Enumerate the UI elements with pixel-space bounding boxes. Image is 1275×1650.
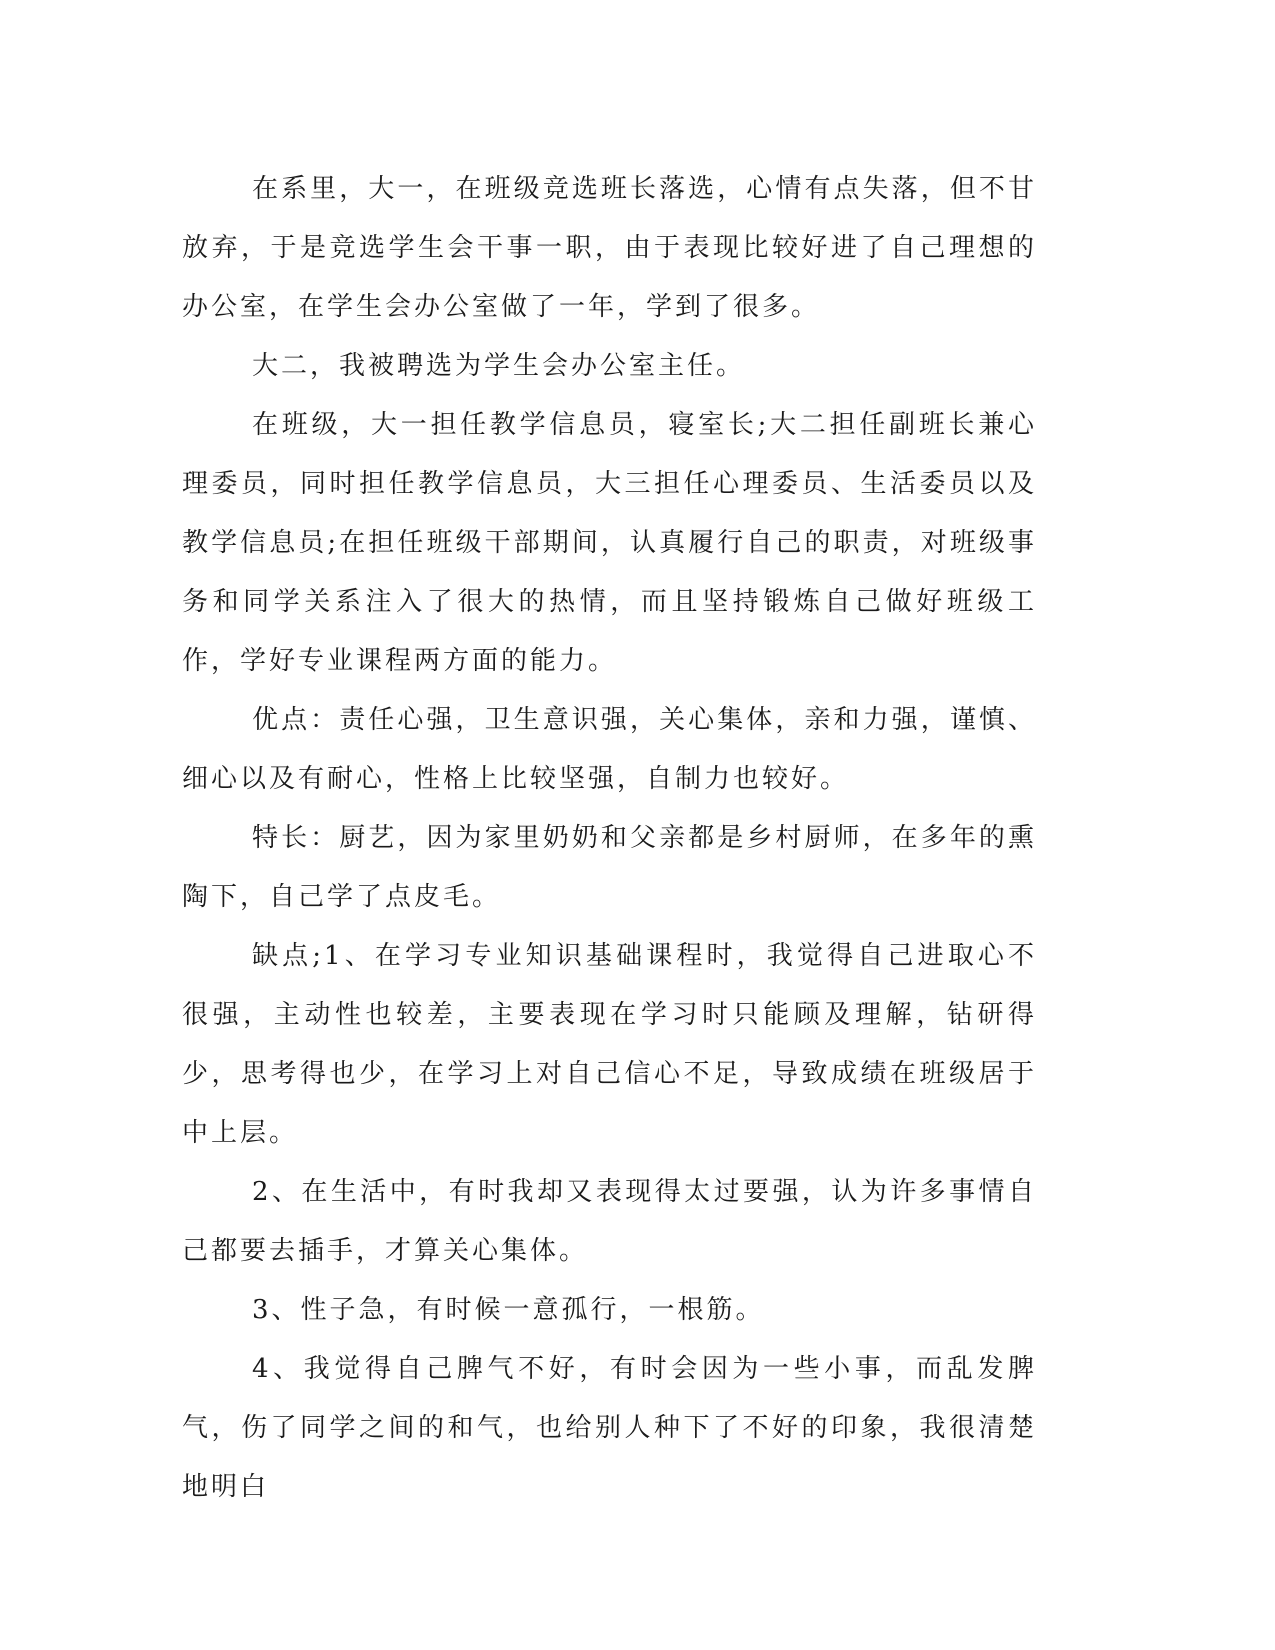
paragraph-weakness-1: 缺点;1、在学习专业知识基础课程时，我觉得自己进取心不很强，主动性也较差，主要表现在学习时只能顾及理解，钻研得少，思考得也少，在学习上对自己信心不足，导致成绩在班级居于中上层。 xyxy=(182,941,1037,1148)
document-body xyxy=(182,160,1037,1517)
paragraph-weakness-2: 2、在生活中，有时我却又表现得太过要强，认为许多事情自己都要去插手，才算关心集体。 xyxy=(182,1177,1037,1266)
paragraph-strengths: 优点：责任心强，卫生意识强，关心集体，亲和力强，谨慎、细心以及有耐心，性格上比较坚强，自制力也较好。 xyxy=(182,705,1037,794)
paragraph-class-roles: 在班级，大一担任教学信息员，寝室长;大二担任副班长兼心理委员，同时担任教学信息员，大三担任心理委员、生活委员以及教学信息员;在担任班级干部期间，认真履行自己的职责，对班级事务和同学关系注入了很大的热情，而且坚持锻炼自己做好班级工作，学好专业课程两方面的能力。 xyxy=(182,410,1037,676)
paragraph-weakness-4: 4、我觉得自己脾气不好，有时会因为一些小事，而乱发脾气，伤了同学之间的和气，也给别人种下了不好的印象，我很清楚地明白 xyxy=(182,1354,1037,1502)
paragraph-student-union: 在系里，大一，在班级竞选班长落选，心情有点失落，但不甘放弃，于是竞选学生会干事一职，由于表现比较好进了自己理想的办公室，在学生会办公室做了一年，学到了很多。 xyxy=(182,174,1037,322)
paragraph-specialty: 特长：厨艺，因为家里奶奶和父亲都是乡村厨师，在多年的熏陶下，自己学了点皮毛。 xyxy=(182,823,1037,912)
paragraph-weakness-3: 3、性子急，有时候一意孤行，一根筋。 xyxy=(252,1295,765,1325)
paragraph-sophomore-role: 大二，我被聘选为学生会办公室主任。 xyxy=(252,351,746,381)
